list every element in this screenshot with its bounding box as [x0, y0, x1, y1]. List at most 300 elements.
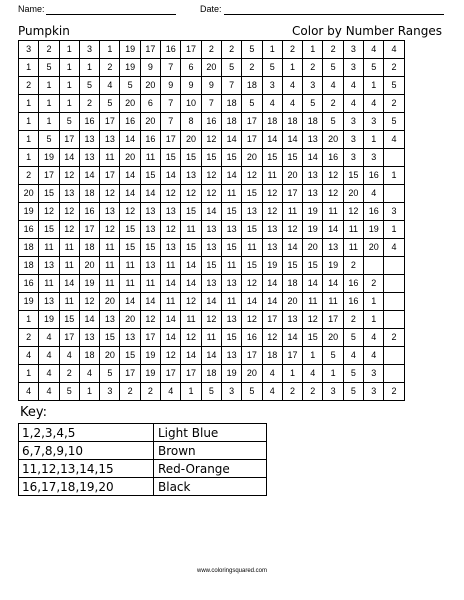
grid-cell: 15	[161, 149, 181, 167]
grid-cell: 13	[120, 329, 140, 347]
grid-cell: 17	[242, 113, 262, 131]
grid-cell: 4	[100, 77, 120, 95]
grid-cell: 5	[242, 383, 262, 401]
key-range: 11,12,13,14,15	[19, 460, 154, 478]
date-label: Date:	[200, 4, 222, 14]
grid-cell: 3	[364, 149, 384, 167]
key-color-name: Red-Orange	[154, 460, 267, 478]
grid-cell: 16	[343, 293, 363, 311]
grid-cell: 15	[221, 239, 241, 257]
grid-cell: 14	[181, 347, 201, 365]
grid-cell: 13	[39, 257, 59, 275]
grid-cell: 5	[262, 59, 282, 77]
grid-cell: 15	[181, 149, 201, 167]
grid-cell: 20	[282, 167, 302, 185]
grid-cell: 11	[161, 257, 181, 275]
grid-cell: 2	[282, 383, 302, 401]
grid-cell: 5	[100, 365, 120, 383]
grid-cell: 13	[140, 257, 160, 275]
grid-cell: 4	[282, 95, 302, 113]
grid-cell: 19	[79, 275, 99, 293]
grid-cell: 12	[282, 221, 302, 239]
grid-cell: 5	[59, 113, 79, 131]
grid-cell: 14	[282, 131, 302, 149]
grid-cell: 13	[221, 221, 241, 239]
grid-cell	[384, 293, 404, 311]
grid-cell: 20	[19, 185, 39, 203]
grid-row	[19, 293, 405, 311]
grid-cell: 15	[303, 257, 323, 275]
key-color-name: Brown	[154, 442, 267, 460]
grid-cell: 20	[120, 95, 140, 113]
grid-cell: 1	[364, 77, 384, 95]
grid-cell: 11	[59, 257, 79, 275]
grid-cell: 15	[201, 149, 221, 167]
grid-cell: 14	[120, 131, 140, 149]
grid-cell: 4	[39, 347, 59, 365]
grid-cell: 12	[201, 167, 221, 185]
grid-cell: 18	[201, 365, 221, 383]
grid-cell: 16	[161, 41, 181, 59]
grid-row	[19, 167, 405, 185]
grid-cell: 11	[181, 311, 201, 329]
grid-cell: 2	[343, 257, 363, 275]
grid-cell: 14	[323, 221, 343, 239]
grid-cell: 1	[282, 59, 302, 77]
grid-cell: 3	[343, 59, 363, 77]
grid-cell: 9	[140, 59, 160, 77]
grid-cell: 4	[364, 95, 384, 113]
key-row	[19, 442, 267, 460]
grid-cell: 14	[323, 275, 343, 293]
grid-cell: 14	[262, 131, 282, 149]
grid-cell: 3	[262, 77, 282, 95]
grid-cell: 11	[343, 239, 363, 257]
grid-cell: 5	[323, 347, 343, 365]
grid-cell: 17	[161, 131, 181, 149]
grid-cell: 18	[79, 185, 99, 203]
grid-cell: 20	[140, 77, 160, 95]
grid-row	[19, 131, 405, 149]
grid-cell: 9	[201, 77, 221, 95]
grid-cell: 12	[303, 311, 323, 329]
key-range: 1,2,3,4,5	[19, 424, 154, 442]
grid-row	[19, 77, 405, 95]
grid-cell: 1	[59, 59, 79, 77]
grid-cell: 11	[59, 239, 79, 257]
grid-cell: 11	[120, 257, 140, 275]
grid-cell: 20	[282, 293, 302, 311]
grid-cell: 7	[201, 95, 221, 113]
grid-row	[19, 239, 405, 257]
grid-cell: 11	[39, 239, 59, 257]
grid-cell: 14	[140, 293, 160, 311]
grid-cell: 12	[161, 347, 181, 365]
worksheet-header	[0, 0, 464, 22]
grid-cell: 15	[120, 239, 140, 257]
grid-cell: 15	[242, 257, 262, 275]
grid-cell: 13	[262, 221, 282, 239]
grid-cell: 18	[79, 347, 99, 365]
grid-cell: 12	[343, 203, 363, 221]
key-color-name: Black	[154, 478, 267, 496]
grid-cell: 11	[59, 293, 79, 311]
grid-cell: 4	[384, 41, 404, 59]
grid-cell: 12	[181, 293, 201, 311]
grid-cell: 18	[282, 275, 302, 293]
key-row	[19, 478, 267, 496]
grid-cell: 3	[343, 149, 363, 167]
grid-cell: 13	[79, 149, 99, 167]
grid-cell: 19	[262, 257, 282, 275]
grid-cell: 6	[140, 95, 160, 113]
grid-cell: 2	[384, 329, 404, 347]
grid-cell: 13	[303, 167, 323, 185]
grid-cell	[364, 257, 384, 275]
grid-cell: 14	[221, 131, 241, 149]
grid-cell: 2	[343, 311, 363, 329]
grid-cell: 17	[323, 311, 343, 329]
grid-cell: 16	[140, 131, 160, 149]
grid-row	[19, 311, 405, 329]
grid-cell: 12	[39, 203, 59, 221]
grid-cell: 13	[282, 311, 302, 329]
grid-row	[19, 185, 405, 203]
grid-cell: 11	[201, 329, 221, 347]
grid-cell: 11	[181, 221, 201, 239]
grid-cell: 12	[100, 221, 120, 239]
grid-cell: 12	[262, 203, 282, 221]
grid-cell: 4	[262, 365, 282, 383]
grid-row	[19, 329, 405, 347]
grid-cell: 2	[79, 95, 99, 113]
grid-cell: 12	[161, 221, 181, 239]
grid-cell: 15	[140, 167, 160, 185]
grid-cell: 16	[242, 329, 262, 347]
grid-cell: 12	[100, 185, 120, 203]
grid-cell: 11	[120, 275, 140, 293]
grid-cell: 17	[242, 131, 262, 149]
grid-cell: 14	[181, 257, 201, 275]
grid-cell: 19	[19, 203, 39, 221]
grid-cell: 12	[201, 185, 221, 203]
grid-cell: 12	[181, 329, 201, 347]
grid-cell: 17	[59, 329, 79, 347]
title-row	[18, 24, 442, 40]
grid-cell: 13	[140, 221, 160, 239]
grid-cell: 7	[161, 113, 181, 131]
grid-cell: 14	[59, 275, 79, 293]
grid-cell: 13	[161, 239, 181, 257]
grid-cell	[384, 311, 404, 329]
grid-cell: 14	[282, 329, 302, 347]
grid-cell: 3	[343, 41, 363, 59]
grid-cell: 12	[323, 185, 343, 203]
grid-cell: 4	[323, 77, 343, 95]
grid-cell: 17	[282, 185, 302, 203]
grid-cell: 2	[201, 41, 221, 59]
grid-row	[19, 41, 405, 59]
grid-cell: 2	[323, 41, 343, 59]
grid-cell: 11	[100, 239, 120, 257]
grid-cell: 1	[364, 293, 384, 311]
grid-cell: 15	[303, 329, 323, 347]
grid-cell: 15	[221, 203, 241, 221]
grid-cell: 14	[262, 293, 282, 311]
grid-cell: 4	[343, 95, 363, 113]
grid-cell: 1	[323, 365, 343, 383]
grid-cell: 14	[140, 185, 160, 203]
grid-cell: 13	[181, 167, 201, 185]
grid-cell: 14	[161, 167, 181, 185]
grid-cell: 17	[59, 131, 79, 149]
grid-cell: 17	[242, 347, 262, 365]
grid-row	[19, 59, 405, 77]
grid-cell: 14	[79, 167, 99, 185]
grid-cell: 3	[79, 41, 99, 59]
name-label: Name:	[18, 4, 45, 14]
grid-row	[19, 275, 405, 293]
grid-cell: 9	[161, 77, 181, 95]
grid-cell: 13	[161, 203, 181, 221]
grid-cell: 3	[364, 113, 384, 131]
grid-cell: 11	[221, 185, 241, 203]
grid-cell: 15	[140, 239, 160, 257]
grid-cell: 16	[201, 113, 221, 131]
grid-cell: 2	[140, 383, 160, 401]
grid-cell: 14	[120, 167, 140, 185]
grid-cell: 15	[181, 239, 201, 257]
grid-cell: 3	[384, 203, 404, 221]
grid-cell: 16	[364, 167, 384, 185]
grid-cell: 4	[364, 329, 384, 347]
grid-cell: 14	[161, 275, 181, 293]
grid-cell: 17	[181, 365, 201, 383]
grid-cell: 13	[303, 131, 323, 149]
grid-cell: 4	[19, 383, 39, 401]
key-row	[19, 424, 267, 442]
grid-cell: 19	[39, 311, 59, 329]
grid-cell: 1	[39, 113, 59, 131]
grid-cell: 1	[364, 131, 384, 149]
grid-cell: 5	[201, 383, 221, 401]
grid-cell: 12	[242, 311, 262, 329]
grid-cell: 13	[262, 239, 282, 257]
key-color-name: Light Blue	[154, 424, 267, 442]
grid-cell: 4	[384, 131, 404, 149]
grid-cell: 4	[59, 347, 79, 365]
grid-row	[19, 365, 405, 383]
grid-cell: 11	[140, 149, 160, 167]
grid-cell: 11	[100, 149, 120, 167]
grid-cell: 15	[242, 221, 262, 239]
grid-row	[19, 221, 405, 239]
grid-row	[19, 257, 405, 275]
grid-cell: 15	[120, 347, 140, 365]
grid-cell: 13	[100, 311, 120, 329]
grid-cell: 2	[59, 365, 79, 383]
grid-cell: 17	[262, 311, 282, 329]
grid-cell: 11	[221, 257, 241, 275]
grid-cell: 19	[140, 347, 160, 365]
grid-cell: 19	[39, 149, 59, 167]
grid-cell: 5	[384, 77, 404, 95]
grid-cell: 13	[79, 329, 99, 347]
grid-cell: 16	[19, 221, 39, 239]
grid-cell: 1	[19, 149, 39, 167]
grid-cell: 3	[364, 365, 384, 383]
grid-cell: 17	[140, 41, 160, 59]
grid-cell: 2	[303, 383, 323, 401]
grid-cell: 13	[59, 185, 79, 203]
grid-cell: 18	[221, 95, 241, 113]
grid-cell: 1	[262, 41, 282, 59]
grid-cell: 12	[262, 185, 282, 203]
grid-cell: 3	[364, 383, 384, 401]
grid-cell: 1	[19, 59, 39, 77]
grid-cell: 5	[79, 77, 99, 95]
grid-cell: 12	[262, 329, 282, 347]
grid-cell: 20	[323, 131, 343, 149]
grid-cell: 14	[201, 347, 221, 365]
grid-cell: 12	[59, 203, 79, 221]
grid-cell: 5	[59, 383, 79, 401]
grid-cell: 3	[323, 383, 343, 401]
grid-cell: 1	[79, 59, 99, 77]
grid-cell: 17	[39, 167, 59, 185]
grid-cell: 13	[201, 275, 221, 293]
grid-cell: 4	[19, 347, 39, 365]
grid-cell: 17	[120, 365, 140, 383]
grid-cell	[384, 347, 404, 365]
grid-cell: 5	[120, 77, 140, 95]
key-row	[19, 460, 267, 478]
key-title: Key:	[20, 405, 48, 420]
grid-cell: 5	[221, 59, 241, 77]
grid-cell: 9	[181, 77, 201, 95]
grid-cell: 12	[201, 131, 221, 149]
grid-cell: 4	[39, 383, 59, 401]
grid-cell: 20	[303, 239, 323, 257]
grid-cell: 3	[221, 383, 241, 401]
grid-cell: 1	[282, 365, 302, 383]
grid-cell: 2	[221, 41, 241, 59]
grid-cell: 1	[19, 131, 39, 149]
grid-cell: 4	[384, 239, 404, 257]
grid-cell: 10	[181, 95, 201, 113]
grid-cell: 1	[79, 383, 99, 401]
grid-cell	[384, 257, 404, 275]
grid-cell: 5	[384, 113, 404, 131]
grid-cell: 14	[201, 203, 221, 221]
grid-cell: 1	[303, 41, 323, 59]
grid-cell: 1	[19, 95, 39, 113]
grid-cell: 11	[343, 221, 363, 239]
grid-cell: 14	[221, 167, 241, 185]
grid-cell: 5	[343, 365, 363, 383]
grid-cell: 11	[140, 275, 160, 293]
grid-cell: 17	[282, 347, 302, 365]
grid-cell: 13	[221, 311, 241, 329]
grid-cell: 3	[343, 113, 363, 131]
grid-cell: 19	[364, 221, 384, 239]
grid-cell: 17	[161, 365, 181, 383]
grid-cell: 12	[140, 311, 160, 329]
grid-cell: 12	[181, 185, 201, 203]
grid-cell: 16	[79, 113, 99, 131]
number-grid	[18, 40, 405, 401]
color-key-table	[18, 423, 267, 496]
grid-cell: 15	[343, 167, 363, 185]
grid-cell: 13	[221, 347, 241, 365]
grid-cell	[384, 365, 404, 383]
grid-cell: 4	[39, 365, 59, 383]
grid-cell: 13	[201, 239, 221, 257]
grid-cell: 2	[323, 95, 343, 113]
grid-cell: 5	[242, 41, 262, 59]
grid-cell: 5	[343, 383, 363, 401]
grid-cell: 1	[19, 311, 39, 329]
grid-cell: 11	[303, 293, 323, 311]
grid-cell: 13	[79, 131, 99, 149]
grid-cell: 12	[242, 275, 262, 293]
grid-row	[19, 203, 405, 221]
grid-cell	[384, 149, 404, 167]
grid-cell: 1	[181, 383, 201, 401]
grid-cell: 1	[59, 41, 79, 59]
grid-cell	[384, 275, 404, 293]
grid-cell: 4	[39, 329, 59, 347]
grid-cell: 20	[181, 131, 201, 149]
grid-cell: 18	[221, 113, 241, 131]
grid-cell: 4	[343, 347, 363, 365]
grid-cell: 15	[39, 185, 59, 203]
grid-cell: 4	[79, 365, 99, 383]
grid-cell: 18	[19, 257, 39, 275]
grid-cell: 4	[364, 41, 384, 59]
grid-cell: 18	[79, 239, 99, 257]
grid-cell: 2	[39, 41, 59, 59]
grid-cell: 13	[201, 221, 221, 239]
grid-cell: 1	[100, 41, 120, 59]
grid-cell: 14	[262, 275, 282, 293]
grid-cell: 13	[303, 185, 323, 203]
grid-cell: 12	[59, 167, 79, 185]
grid-cell: 14	[161, 329, 181, 347]
grid-cell: 4	[161, 383, 181, 401]
grid-cell: 17	[100, 113, 120, 131]
grid-cell: 15	[100, 329, 120, 347]
grid-cell: 3	[343, 131, 363, 149]
grid-cell: 11	[221, 293, 241, 311]
grid-cell: 20	[100, 347, 120, 365]
grid-cell: 5	[39, 59, 59, 77]
grid-cell: 11	[161, 293, 181, 311]
worksheet-subtitle: Color by Number Ranges	[292, 24, 442, 38]
grid-cell: 14	[303, 275, 323, 293]
grid-cell: 11	[282, 203, 302, 221]
grid-row	[19, 95, 405, 113]
grid-cell: 14	[181, 275, 201, 293]
grid-cell: 15	[221, 329, 241, 347]
grid-cell: 7	[161, 95, 181, 113]
grid-cell: 20	[79, 257, 99, 275]
grid-cell: 14	[120, 293, 140, 311]
grid-cell: 2	[19, 329, 39, 347]
grid-row	[19, 347, 405, 365]
key-range: 16,17,18,19,20	[19, 478, 154, 496]
grid-cell: 2	[364, 275, 384, 293]
